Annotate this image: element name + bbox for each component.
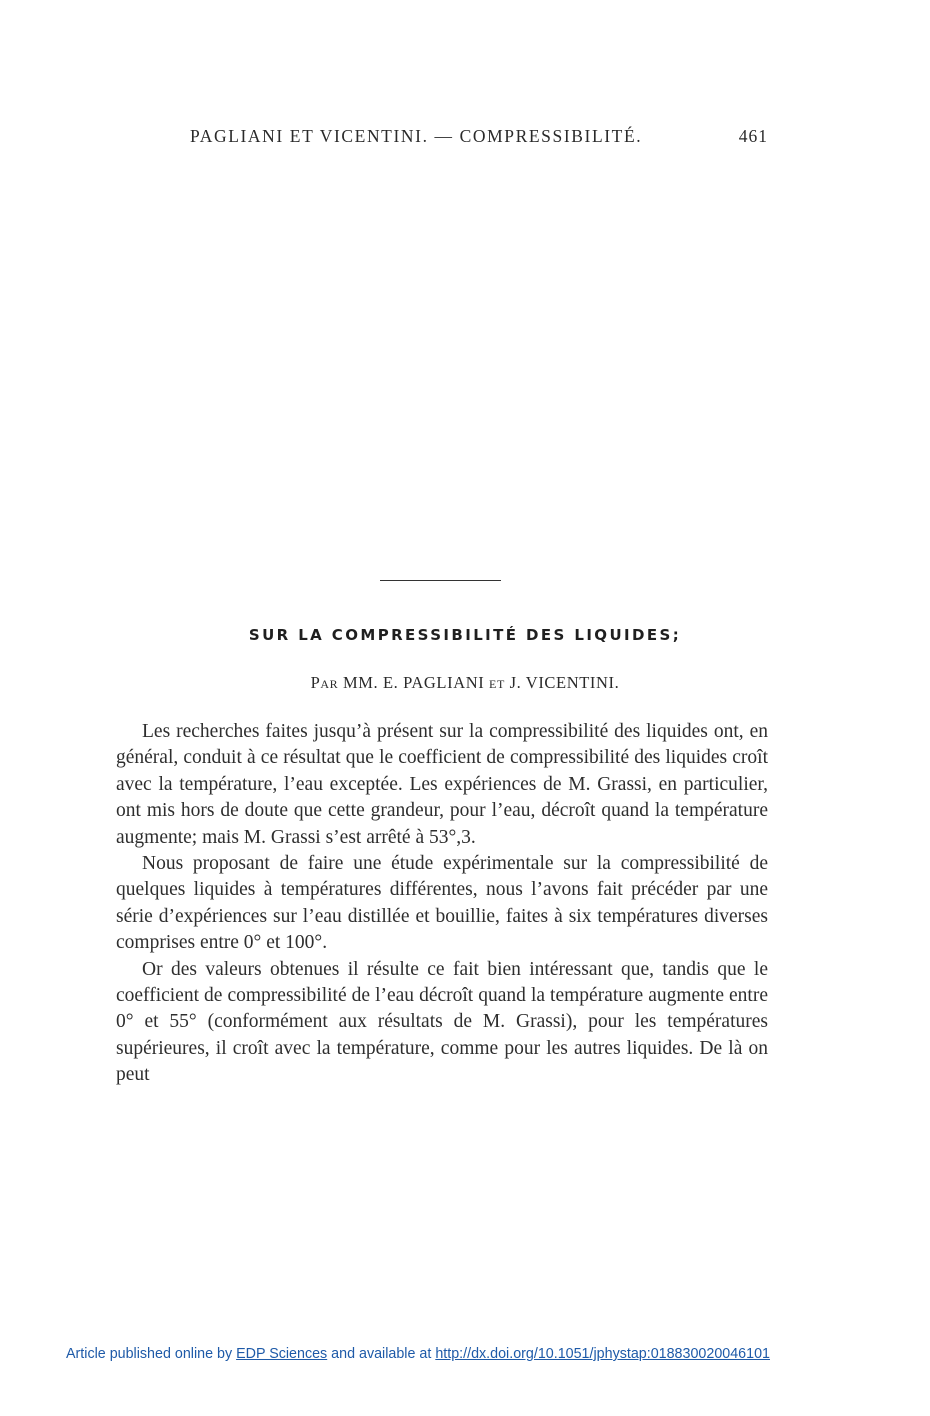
running-title: PAGLIANI ET VICENTINI. — COMPRESSIBILITÉ.: [190, 126, 643, 146]
footer-prefix: Article published online by: [66, 1346, 237, 1362]
publisher-link[interactable]: EDP Sciences: [236, 1346, 328, 1362]
footer-middle: and available at: [327, 1346, 436, 1362]
running-head: [190, 126, 768, 152]
page-number: 461: [738, 126, 768, 146]
author-byline: Par MM. E. PAGLIANI et J. VICENTINI.: [310, 673, 620, 692]
doi-link[interactable]: http://dx.doi.org/10.1051/jphystap:018830020046101: [435, 1346, 770, 1362]
paragraph-1: Les recherches faites jusqu’à présent sur la compressibilité des liquides ont, en général, conduit à ce résultat que le coefficient de compressibilité des liquides croît avec la température, l’eau exceptée. Les expériences de M. Grassi, en particulier, ont mis hors de doute que cette grandeur, pour l’eau, décroît quand la température augmente; mais M. Grassi s’est arrêté à 53°,3.: [116, 721, 768, 848]
article-body: [116, 719, 768, 1089]
paragraph-3: Or des valeurs obtenues il résulte ce fait bien intéressant que, tandis que le coefficient de compressibilité de l’eau décroît quand la température augmente entre 0° et 55° (conformément aux résultats de M. Grassi), pour les températures supérieures, il croît avec la température, comme pour les autres liquides. De là on peut: [116, 958, 768, 1086]
publication-footer: [66, 1346, 770, 1362]
section-divider: [380, 580, 501, 581]
paragraph-2: Nous proposant de faire une étude expérimentale sur la compressibilité de quelques liquides à températures différentes, nous l’avons fait précéder par une série d’expériences sur l’eau distillée et bouillie, faites à six températures diverses comprises entre 0° et 100°.: [116, 853, 768, 954]
article-title: SUR LA COMPRESSIBILITÉ DES LIQUIDES;: [248, 626, 682, 644]
